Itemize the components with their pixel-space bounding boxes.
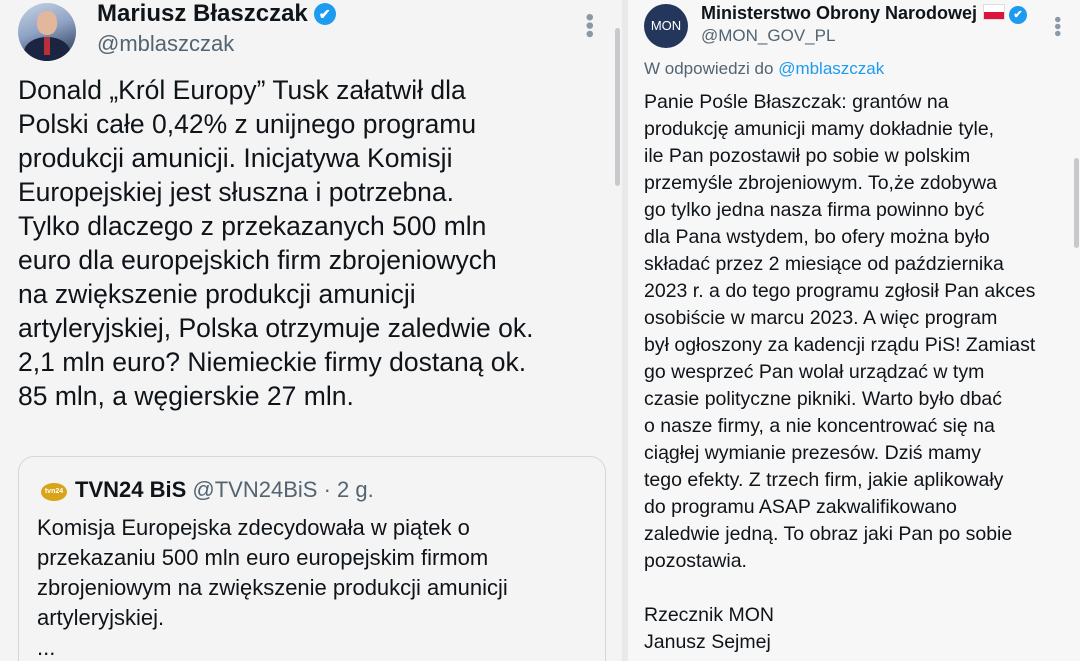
avatar-tie (44, 37, 50, 55)
quoted-timestamp: · 2 g. (323, 477, 374, 502)
author-handle[interactable]: @mblaszczak (97, 31, 235, 56)
more-options-icon[interactable]: ••• (1046, 16, 1068, 38)
quoted-tweet[interactable] (18, 456, 606, 661)
quoted-author-name: TVN24 BiS (75, 477, 187, 502)
tvn24-logo-icon: tvn24 (41, 483, 67, 501)
avatar-face (37, 11, 57, 35)
reply-prefix: W odpowiedzi do (644, 59, 779, 78)
author-name[interactable] (97, 0, 336, 28)
author-avatar[interactable]: MON (644, 4, 688, 48)
author-name-text: Ministerstwo Obrony Narodowej (701, 3, 978, 23)
reply-to-link[interactable]: @mblaszczak (778, 59, 885, 78)
scrollbar[interactable] (1074, 158, 1079, 248)
more-options-icon[interactable]: ••• (576, 13, 603, 39)
right-tweet-panel (628, 0, 1080, 661)
reply-context (644, 59, 884, 79)
verified-badge-icon: ✔ (1009, 6, 1027, 24)
quoted-author-handle: @TVN24BiS (192, 477, 318, 502)
author-handle[interactable]: @MON_GOV_PL (701, 26, 836, 45)
poland-flag-icon (983, 4, 1005, 20)
author-avatar[interactable] (18, 3, 76, 61)
quoted-tweet-header (75, 477, 374, 503)
tweet-text: Donald „Król Europy” Tusk załatwił dla Polski całe 0,42% z unijnego programu produkcji amunicji. Inicjatywa Komisji Europejskiej jest słuszna i potrzebna. Tylko dlaczego z przekazanych 500 mln euro dla europejskich firm zbrojeniowych na zwiększenie produkcji amunicji artyleryjskiej, Polska otrzymuje zaledwie ok. 2,1 mln euro? Niemieckie firmy dostaną ok. 85 mln, a węgierskie 27 mln. (18, 75, 534, 411)
quoted-tweet-text: Komisja Europejska zdecydowała w piątek o przekazaniu 500 mln euro europejskim firmom zbrojeniowym na zwiększenie produkcji amunicji artyleryjskiej. ... (37, 515, 508, 660)
tweet-text: Panie Pośle Błaszczak: grantów na produkcję amunicji mamy dokładnie tyle, ile Pan pozostawił po sobie w polskim przemyśle zbrojeniowym. To,że zdobywa go tylko jedna nasza firma powinno być dla Pana wstydem, bo ofery można było składać przez 2 miesiące od października 2023 r. a do tego programu zgłosił Pan akces osobiście w marcu 2023. A więc program był ogłoszony za kadencji rządu PiS! Zamiast go wesprzeć Pan wolał urządzać w tym czasie polityczne pikniki. Warto było dbać o nasze firmy, a nie koncentrować się na ciągłej wymianie prezesów. Dziś mamy tego efekty. Z trzech firm, jakie aplikowały do programu ASAP zakwalifikowano zaledwie jedną. To obraz jaki Pan po sobie pozostawia. Rzecznik MON Janusz Sejmej (644, 91, 1036, 653)
author-name[interactable] (701, 3, 1027, 24)
verified-badge-icon: ✔ (314, 3, 336, 25)
author-name-text: Mariusz Błaszczak (97, 0, 308, 27)
